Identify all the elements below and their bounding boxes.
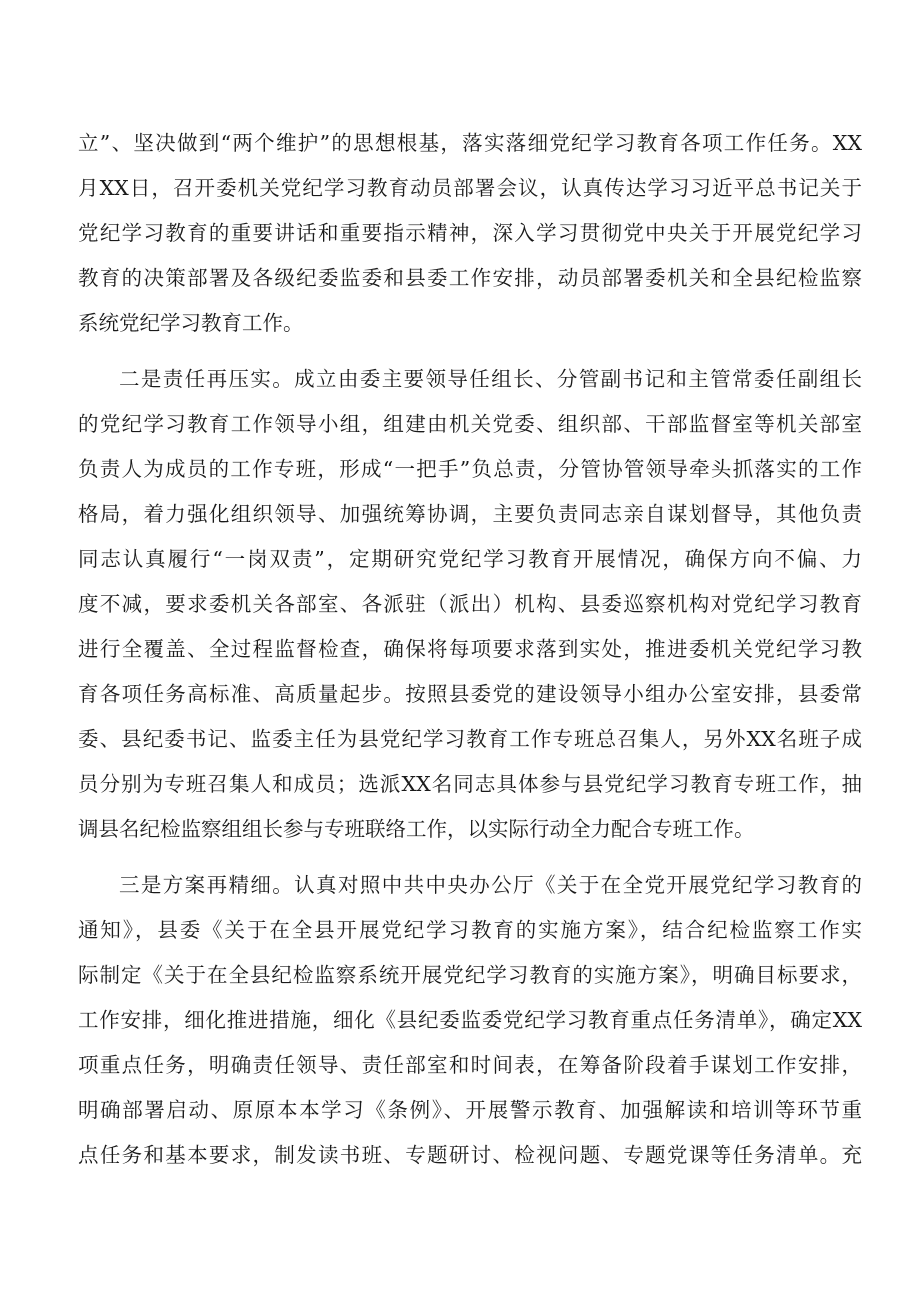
text-line: 系统党纪学习教育工作。 — [78, 311, 304, 335]
text-line: 委、县纪委书记、监委主任为县党纪学习教育工作专班总召集人，另外XX名班子成 — [78, 727, 862, 751]
text-line: 进行全覆盖、全过程监督检查，确保将每项要求落到实处，推进委机关党纪学习教 — [78, 637, 862, 661]
text-line: 点任务和基本要求，制发读书班、专题研讨、检视问题、专题党课等任务清单。充 — [78, 1143, 862, 1167]
text-line: 格局，着力强化组织领导、加强统筹协调，主要负责同志亲自谋划督导，其他负责 — [78, 502, 862, 526]
text-line: 度不减，要求委机关各部室、各派驻（派出）机构、县委巡察机构对党纪学习教育 — [78, 592, 862, 616]
text-line: 立”、坚决做到“两个维护”的思想根基，落实落细党纪学习教育各项工作任务。XX — [78, 131, 862, 155]
text-line: 月XX日，召开委机关党纪学习教育动员部署会议，认真传达学习习近平总书记关于 — [78, 176, 862, 200]
text-line: 通知》，县委《关于在全县开展党纪学习教育的实施方案》，结合纪检监察工作实 — [78, 918, 862, 942]
text-line: 教育的决策部署及各级纪委监委和县委工作安排，动员部署委机关和全县纪检监察 — [78, 266, 862, 290]
text-line: 二是责任再压实。成立由委主要领导任组长、分管副书记和主管常委任副组长 — [119, 367, 862, 391]
text-line: 党纪学习教育的重要讲话和重要指示精神，深入学习贯彻党中央关于开展党纪学习 — [78, 221, 862, 245]
text-line: 同志认真履行“一岗双责”，定期研究党纪学习教育开展情况，确保方向不偏、力 — [78, 547, 862, 571]
text-line: 员分别为专班召集人和成员；选派XX名同志具体参与县党纪学习教育专班工作，抽 — [78, 772, 862, 796]
text-line: 的党纪学习教育工作领导小组，组建由机关党委、组织部、干部监督室等机关部室 — [78, 412, 862, 436]
text-line: 调县名纪检监察组组长参与专班联络工作，以实际行动全力配合专班工作。 — [78, 817, 755, 841]
text-line: 负责人为成员的工作专班，形成“一把手”负总责，分管协管领导牵头抓落实的工作 — [78, 457, 862, 481]
text-line: 项重点任务，明确责任领导、责任部室和时间表，在筹备阶段着手谋划工作安排， — [78, 1053, 862, 1077]
text-line: 三是方案再精细。认真对照中共中央办公厅《关于在全党开展党纪学习教育的 — [119, 873, 862, 897]
text-line: 工作安排，细化推进措施，细化《县纪委监委党纪学习教育重点任务清单》，确定XX — [78, 1008, 862, 1032]
text-line: 明确部署启动、原原本本学习《条例》、开展警示教育、加强解读和培训等环节重 — [78, 1098, 862, 1122]
text-line: 育各项任务高标准、高质量起步。按照县委党的建设领导小组办公室安排，县委常 — [78, 682, 862, 706]
text-line: 际制定《关于在全县纪检监察系统开展党纪学习教育的实施方案》，明确目标要求， — [78, 963, 862, 987]
